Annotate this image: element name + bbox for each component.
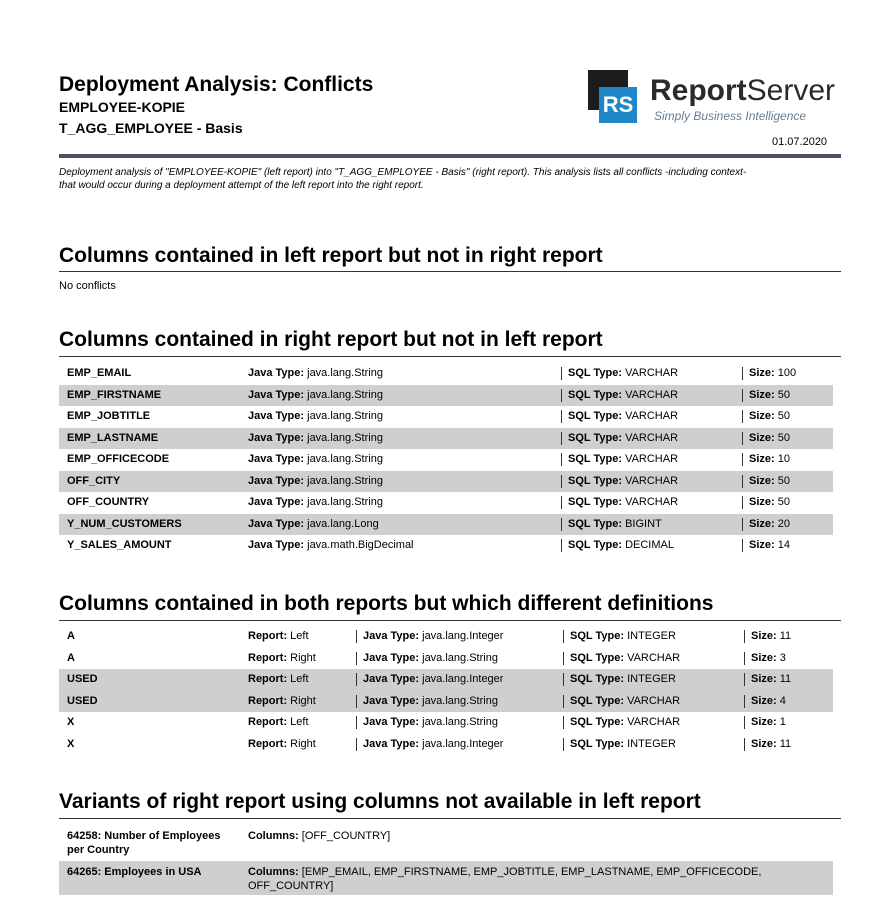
column-name: EMP_EMAIL [67, 367, 132, 379]
size [749, 449, 790, 471]
sql-type-value: VARCHAR [627, 651, 681, 664]
column-separator [742, 432, 743, 445]
column-separator [742, 475, 743, 488]
column-separator [744, 673, 745, 686]
sql-type [568, 535, 674, 557]
report-side-value: Left [290, 630, 309, 642]
size-value: 50 [777, 496, 790, 508]
size [751, 648, 786, 670]
size [749, 385, 790, 407]
table-row [59, 385, 833, 407]
sql-type-value: BIGINT [625, 517, 662, 530]
java-type [248, 363, 383, 385]
column-separator [561, 496, 562, 509]
report-side-label: Report: [248, 694, 288, 707]
sql-type [568, 514, 662, 536]
analysis-description: Deployment analysis of "EMPLOYEE-KOPIE" (left report) into "T_AGG_EMPLOYEE - Basis" (right report). This analysis lists all conflicts -including context- that would occur during a deployment attempt of the left report into the right report. [59, 167, 747, 191]
sql-type-label: SQL Type: [570, 737, 624, 750]
size-value: 4 [779, 694, 786, 707]
size-label: Size: [751, 651, 777, 664]
column-separator [561, 432, 562, 445]
java-type-value: java.lang.String [422, 716, 498, 728]
report-side-value: Right [290, 651, 316, 664]
column-separator [356, 652, 357, 665]
size-value: 50 [777, 431, 790, 444]
report-side-label: Report: [248, 716, 288, 728]
java-type-value: java.lang.String [307, 453, 383, 465]
size [751, 734, 791, 756]
variant-columns-value: [EMP_EMAIL, EMP_FIRSTNAME, EMP_JOBTITLE, EMP_LASTNAME, EMP_OFFICECODE, OFF_COUNTRY] [248, 866, 762, 892]
report-side [248, 691, 316, 713]
column-separator [742, 389, 743, 402]
logo-name [650, 74, 835, 108]
sql-type-value: VARCHAR [625, 431, 679, 444]
column-separator [742, 539, 743, 552]
table-row [59, 471, 833, 493]
column-separator [561, 475, 562, 488]
java-type-value: java.lang.String [422, 694, 498, 707]
variant-name: 64258: Number of Employees per Country [67, 830, 221, 856]
section-variants-title: Variants of right report using columns not available in left report [59, 790, 701, 813]
column-name: USED [67, 673, 98, 685]
section-divider [59, 356, 841, 357]
logo-tagline: Simply Business Intelligence [654, 109, 807, 123]
java-type-label: Java Type: [363, 716, 420, 728]
size-label: Size: [749, 517, 775, 530]
sql-type-value: VARCHAR [625, 388, 679, 401]
table-row [59, 406, 833, 428]
sql-type [568, 385, 678, 407]
size-value: 50 [777, 474, 790, 487]
column-name: EMP_FIRSTNAME [67, 388, 162, 401]
variant-columns-label: Columns: [248, 866, 299, 878]
sql-type [568, 428, 678, 450]
java-type [363, 691, 498, 713]
size-label: Size: [749, 539, 775, 551]
java-type [248, 471, 383, 493]
sql-type-label: SQL Type: [570, 716, 624, 728]
java-type-label: Java Type: [248, 388, 305, 401]
sql-type-label: SQL Type: [568, 367, 622, 379]
column-separator [742, 410, 743, 423]
size-value: 11 [779, 737, 792, 750]
table-row [59, 535, 833, 557]
size [751, 712, 786, 734]
size-value: 50 [777, 388, 790, 401]
sql-type-value: VARCHAR [625, 474, 679, 487]
no-conflicts-text: No conflicts [59, 280, 116, 292]
sql-type [570, 691, 680, 713]
table-row [59, 363, 833, 385]
sql-type-label: SQL Type: [568, 517, 622, 530]
sql-type [568, 363, 678, 385]
column-separator [744, 630, 745, 643]
size [751, 626, 791, 648]
java-type-value: java.lang.Integer [422, 630, 504, 642]
table-row [59, 492, 833, 514]
report-title: Deployment Analysis: Conflicts [59, 73, 374, 96]
column-separator [356, 738, 357, 751]
column-name: Y_NUM_CUSTOMERS [67, 517, 182, 530]
sql-type-value: VARCHAR [625, 496, 679, 508]
size-label: Size: [749, 367, 775, 379]
size-value: 3 [779, 651, 786, 664]
size-label: Size: [751, 673, 777, 685]
column-name: OFF_COUNTRY [67, 496, 150, 508]
column-name: EMP_JOBTITLE [67, 410, 151, 422]
java-type-value: java.lang.String [307, 410, 383, 422]
column-separator [563, 738, 564, 751]
variant-columns-value: [OFF_COUNTRY] [301, 830, 391, 842]
size-value: 20 [777, 517, 790, 530]
java-type-value: java.lang.Integer [422, 673, 504, 685]
sql-type-label: SQL Type: [568, 410, 622, 422]
column-name: X [67, 716, 75, 728]
java-type-value: java.lang.String [307, 431, 383, 444]
column-separator [742, 453, 743, 466]
variant-columns-label: Columns: [248, 830, 299, 842]
report-side [248, 669, 309, 691]
size-label: Size: [749, 388, 775, 401]
section-left-only-title: Columns contained in left report but not in right report [59, 244, 603, 267]
size-label: Size: [751, 737, 777, 750]
column-separator [742, 496, 743, 509]
sql-type-label: SQL Type: [568, 453, 622, 465]
column-separator [561, 389, 562, 402]
size-value: 14 [777, 539, 790, 551]
size [749, 535, 790, 557]
sql-type-value: VARCHAR [627, 716, 681, 728]
size-label: Size: [749, 431, 775, 444]
report-side [248, 626, 309, 648]
java-type-value: java.lang.String [307, 496, 383, 508]
sql-type-label: SQL Type: [568, 496, 622, 508]
java-type-label: Java Type: [363, 694, 420, 707]
size-value: 11 [779, 673, 792, 685]
column-separator [744, 652, 745, 665]
variant-columns [248, 829, 808, 843]
sql-type [570, 648, 680, 670]
size-label: Size: [749, 410, 775, 422]
size-label: Size: [751, 716, 777, 728]
java-type [248, 406, 383, 428]
java-type-label: Java Type: [248, 539, 305, 551]
column-separator [561, 410, 562, 423]
table-row [59, 734, 833, 756]
column-separator [742, 367, 743, 380]
column-separator [742, 518, 743, 531]
column-separator [563, 716, 564, 729]
table-row [59, 449, 833, 471]
column-name: A [67, 630, 75, 642]
table-row [59, 691, 833, 713]
java-type-label: Java Type: [363, 651, 420, 664]
report-side-label: Report: [248, 651, 288, 664]
java-type [363, 648, 498, 670]
size-label: Size: [749, 474, 775, 487]
report-side-label: Report: [248, 737, 288, 750]
java-type [248, 449, 383, 471]
size-value: 10 [777, 453, 790, 465]
table-row [59, 428, 833, 450]
java-type-label: Java Type: [248, 474, 305, 487]
column-separator [744, 716, 745, 729]
table-row [59, 825, 833, 861]
table-row [59, 514, 833, 536]
right-report-name: T_AGG_EMPLOYEE - Basis [59, 120, 243, 136]
column-separator [356, 716, 357, 729]
sql-type-label: SQL Type: [568, 388, 622, 401]
sql-type [568, 406, 678, 428]
java-type-value: java.lang.String [307, 474, 383, 487]
size [749, 514, 790, 536]
java-type-label: Java Type: [248, 517, 305, 530]
variant-columns [248, 865, 808, 893]
java-type-value: java.lang.String [307, 367, 383, 379]
table-row [59, 626, 833, 648]
sql-type-label: SQL Type: [570, 630, 624, 642]
column-separator [561, 367, 562, 380]
size-label: Size: [749, 453, 775, 465]
column-separator [561, 518, 562, 531]
sql-type-value: INTEGER [627, 673, 676, 685]
variants-table [59, 825, 833, 895]
section-divider [59, 818, 841, 819]
column-name: OFF_CITY [67, 474, 121, 487]
report-side-label: Report: [248, 673, 288, 685]
size [749, 363, 796, 385]
column-name: EMP_LASTNAME [67, 431, 159, 444]
table-row [59, 712, 833, 734]
section-divider [59, 620, 841, 621]
column-separator [561, 539, 562, 552]
size-label: Size: [751, 630, 777, 642]
right-only-columns-table [59, 363, 833, 557]
table-row [59, 861, 833, 895]
size [749, 406, 790, 428]
size-value: 11 [779, 630, 792, 642]
java-type-value: java.lang.Long [307, 517, 379, 530]
size [751, 669, 791, 691]
column-name: X [67, 737, 75, 750]
report-date: 01.07.2020 [772, 136, 828, 148]
report-side [248, 648, 316, 670]
sql-type-label: SQL Type: [570, 694, 624, 707]
java-type-label: Java Type: [363, 737, 420, 750]
sql-type [568, 449, 678, 471]
size [749, 428, 790, 450]
size [751, 691, 786, 713]
header-divider [59, 154, 841, 158]
column-name: EMP_OFFICECODE [67, 453, 170, 465]
column-separator [563, 652, 564, 665]
logo-mark-icon: RS [599, 87, 637, 123]
java-type-value: java.lang.String [307, 388, 383, 401]
size [749, 471, 790, 493]
java-type-value: java.math.BigDecimal [307, 539, 414, 551]
report-side-label: Report: [248, 630, 288, 642]
column-separator [563, 695, 564, 708]
column-separator [563, 630, 564, 643]
report-side-value: Left [290, 716, 309, 728]
java-type [363, 669, 503, 691]
sql-type [570, 669, 676, 691]
java-type [248, 492, 383, 514]
left-report-name: EMPLOYEE-KOPIE [59, 99, 186, 115]
java-type [248, 535, 414, 557]
logo-name-light: Server [746, 74, 836, 107]
sql-type-value: INTEGER [627, 737, 676, 750]
logo-name-bold: Report [650, 74, 747, 107]
section-divider [59, 271, 841, 272]
column-separator [356, 630, 357, 643]
java-type-label: Java Type: [248, 453, 305, 465]
size [749, 492, 790, 514]
size-value: 100 [777, 367, 797, 379]
sql-type [568, 492, 678, 514]
report-side-value: Left [290, 673, 309, 685]
size-value: 1 [779, 716, 786, 728]
column-name: Y_SALES_AMOUNT [67, 539, 172, 551]
report-side-value: Right [290, 737, 316, 750]
java-type-label: Java Type: [248, 496, 305, 508]
java-type-label: Java Type: [248, 367, 305, 379]
column-separator [744, 738, 745, 751]
size-value: 50 [777, 410, 790, 422]
report-side-value: Right [290, 694, 316, 707]
column-separator [744, 695, 745, 708]
size-label: Size: [749, 496, 775, 508]
table-row [59, 648, 833, 670]
java-type-value: java.lang.Integer [422, 737, 504, 750]
sql-type [570, 626, 676, 648]
variant-name: 64265: Employees in USA [67, 866, 202, 878]
report-side [248, 734, 316, 756]
java-type [248, 514, 379, 536]
column-separator [356, 673, 357, 686]
sql-type [570, 712, 680, 734]
column-name: A [67, 651, 75, 664]
java-type-label: Java Type: [248, 431, 305, 444]
java-type-label: Java Type: [363, 630, 420, 642]
java-type-label: Java Type: [248, 410, 305, 422]
column-separator [561, 453, 562, 466]
sql-type-label: SQL Type: [568, 431, 622, 444]
column-separator [356, 695, 357, 708]
sql-type-value: DECIMAL [625, 539, 674, 551]
sql-type-label: SQL Type: [570, 651, 624, 664]
column-separator [563, 673, 564, 686]
sql-type [570, 734, 676, 756]
size-label: Size: [751, 694, 777, 707]
java-type-label: Java Type: [363, 673, 420, 685]
sql-type-label: SQL Type: [568, 539, 622, 551]
sql-type-label: SQL Type: [568, 474, 622, 487]
section-right-only-title: Columns contained in right report but not in left report [59, 328, 603, 351]
reportserver-logo [588, 70, 842, 128]
sql-type-value: INTEGER [627, 630, 676, 642]
table-row [59, 669, 833, 691]
sql-type-value: VARCHAR [625, 453, 679, 465]
java-type [248, 428, 383, 450]
different-definitions-table [59, 626, 833, 755]
sql-type [568, 471, 678, 493]
sql-type-label: SQL Type: [570, 673, 624, 685]
sql-type-value: VARCHAR [625, 367, 679, 379]
java-type [363, 712, 498, 734]
sql-type-value: VARCHAR [625, 410, 679, 422]
java-type [248, 385, 383, 407]
sql-type-value: VARCHAR [627, 694, 681, 707]
java-type [363, 626, 503, 648]
report-side [248, 712, 309, 734]
section-different-definitions-title: Columns contained in both reports but which different definitions [59, 592, 714, 615]
java-type [363, 734, 503, 756]
column-name: USED [67, 694, 98, 707]
java-type-value: java.lang.String [422, 651, 498, 664]
